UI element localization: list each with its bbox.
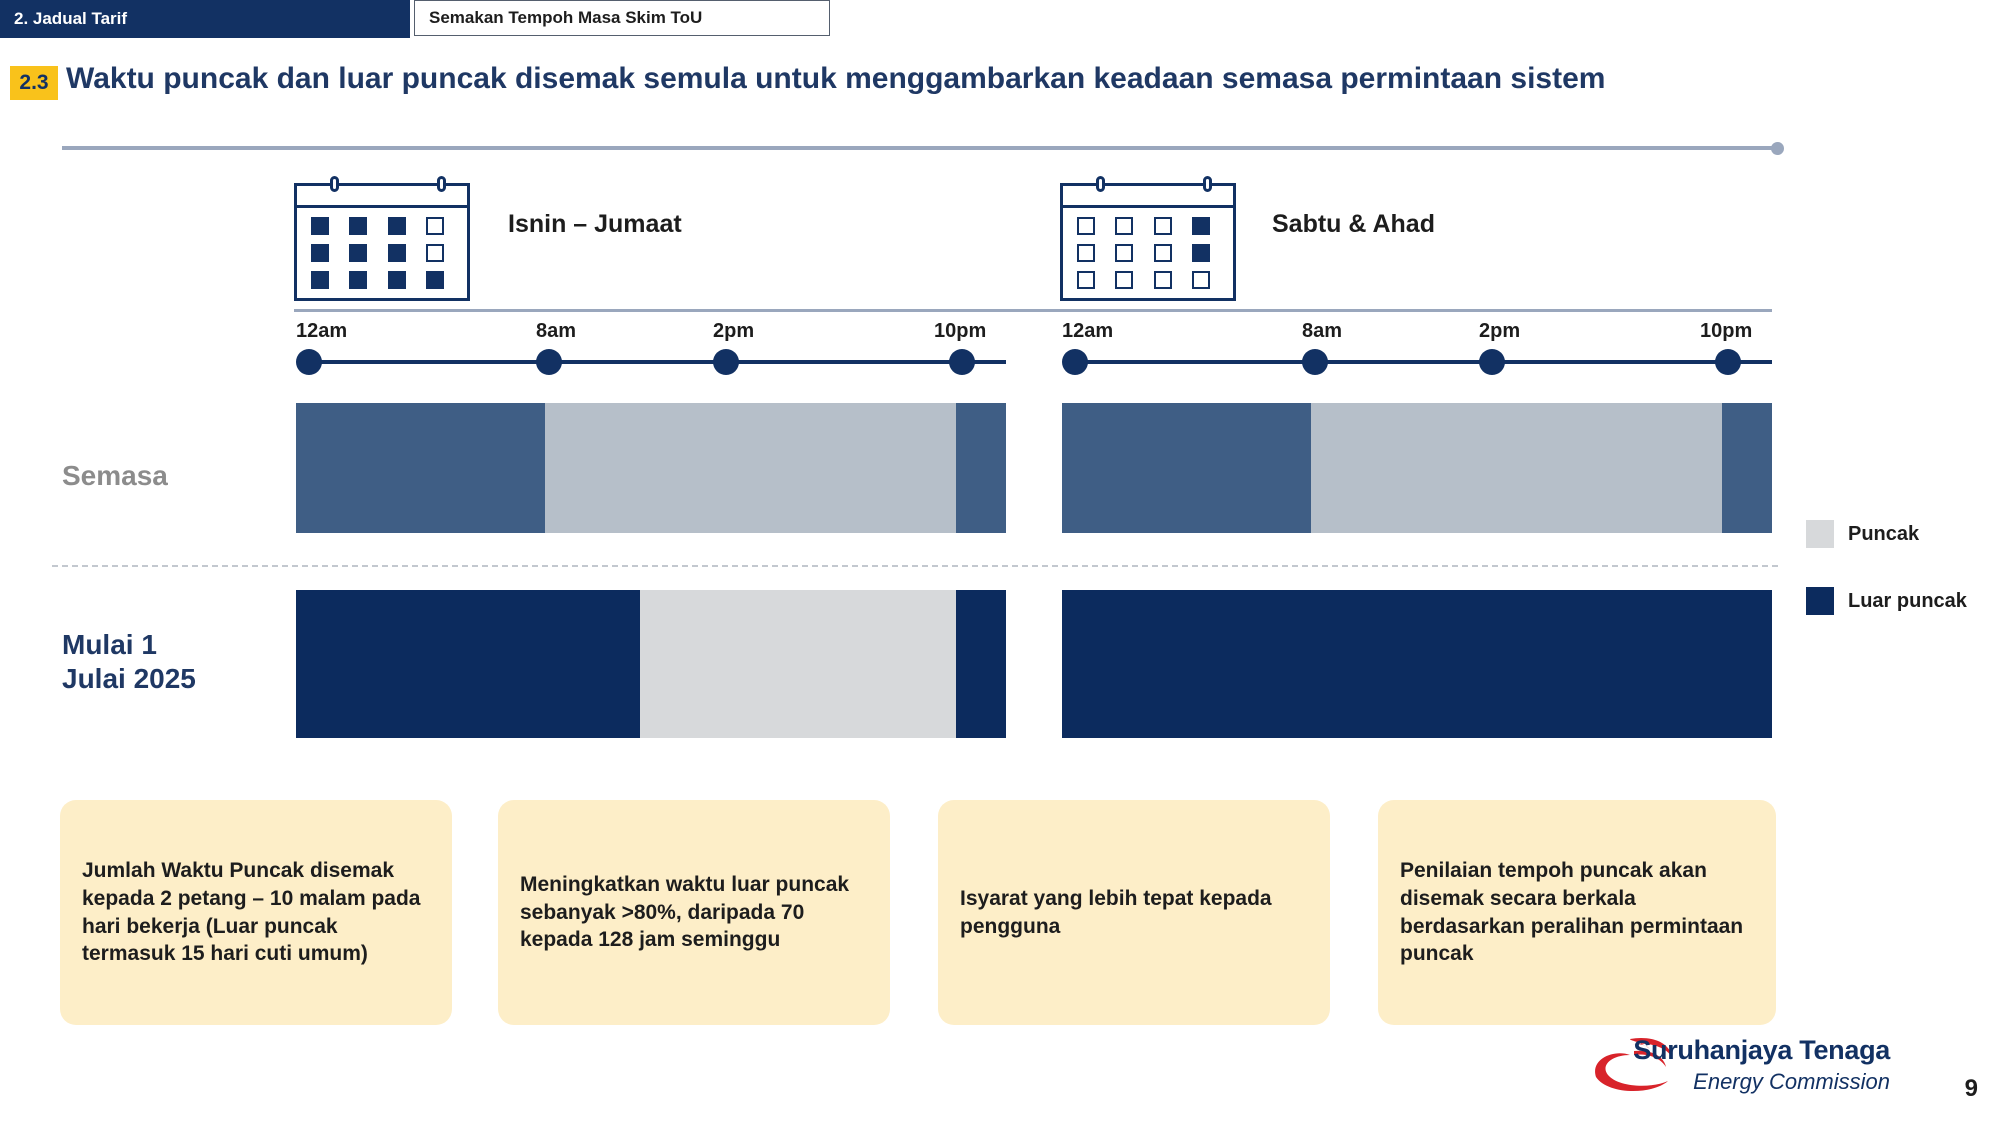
- calendar-ring-icon: [437, 176, 446, 192]
- bar-segment-offpeak: [956, 590, 1006, 738]
- bar-new-weekend: [1062, 590, 1772, 738]
- calendar-day-filled: [1192, 217, 1210, 235]
- calendar-ring-icon: [1203, 176, 1212, 192]
- calendar-day-empty: [1154, 244, 1172, 262]
- calendar-day-empty: [1154, 271, 1172, 289]
- calendar-grid: [1063, 208, 1233, 300]
- tab-jadual-tarif[interactable]: [0, 0, 410, 38]
- calendar-day-empty: [426, 244, 444, 262]
- calendar-weekday-label: Isnin – Jumaat: [508, 210, 682, 238]
- row-label-line2: Julai 2025: [62, 662, 196, 694]
- organization-subtitle: Energy Commission: [1693, 1069, 1890, 1094]
- callout-card-1: [60, 800, 452, 1025]
- calendar-day-filled: [349, 244, 367, 262]
- timeline-weekend: [1062, 320, 1772, 380]
- calendar-day-filled: [311, 271, 329, 289]
- page-number: 9: [1964, 1075, 1978, 1102]
- section-number: 2.3: [19, 71, 49, 94]
- bar-segment-offpeak: [1062, 403, 1311, 533]
- calendar-weekend-label: Sabtu & Ahad: [1272, 210, 1435, 238]
- callout-text: Meningkatkan waktu luar puncak sebanyak >80%, daripada 70 kepada 128 jam seminggu: [520, 872, 850, 952]
- calendar-day-filled: [426, 271, 444, 289]
- timeline-dot: [949, 349, 975, 375]
- calendar-day-filled: [349, 217, 367, 235]
- calendar-day-empty: [1154, 217, 1172, 235]
- calendar-day-empty: [1077, 271, 1095, 289]
- tab-semakan-tempoh-masa-skim-tou[interactable]: [414, 0, 830, 36]
- calendar-day-filled: [388, 271, 406, 289]
- timeline-tick-label: 10pm: [934, 320, 987, 342]
- timeline-tick-label: 2pm: [713, 320, 755, 342]
- row-label-line1: Mulai 1: [62, 629, 157, 660]
- title-divider: [62, 146, 1778, 150]
- bar-segment-offpeak: [296, 403, 545, 533]
- bar-segment-offpeak: [1062, 590, 1772, 738]
- calendar-day-filled: [311, 217, 329, 235]
- calendar-day-filled: [388, 244, 406, 262]
- callout-card-4: [1378, 800, 1776, 1025]
- bar-segment-offpeak: [1722, 403, 1772, 533]
- row-separator: [52, 565, 1778, 567]
- callout-card-3: [938, 800, 1330, 1025]
- legend-item-peak: [1806, 520, 1919, 548]
- calendar-day-filled: [388, 217, 406, 235]
- calendar-day-filled: [311, 244, 329, 262]
- timeline-divider: [294, 309, 1772, 312]
- calendar-day-empty: [1077, 244, 1095, 262]
- calendar-day-empty: [426, 217, 444, 235]
- timeline-dot: [1715, 349, 1741, 375]
- timeline-dot: [1479, 349, 1505, 375]
- legend-item-offpeak: [1806, 587, 1967, 615]
- bar-current-weekday: [296, 403, 1006, 533]
- page-title: Waktu puncak dan luar puncak disemak semula untuk menggambarkan keadaan semasa permintaan sistem: [66, 62, 1606, 95]
- timeline-axis: [1072, 360, 1772, 364]
- calendar-ring-icon: [1096, 176, 1105, 192]
- timeline-dot: [296, 349, 322, 375]
- callout-text: Jumlah Waktu Puncak disemak kepada 2 petang – 10 malam pada hari bekerja (Luar puncak termasuk 15 hari cuti umum): [82, 859, 421, 966]
- tab-bar: [0, 0, 2000, 38]
- calendar-day-empty: [1192, 271, 1210, 289]
- legend-swatch-peak: [1806, 520, 1834, 548]
- calendar-header: [1063, 186, 1233, 208]
- calendar-day-empty: [1077, 217, 1095, 235]
- bar-segment-offpeak: [956, 403, 1006, 533]
- timeline-axis: [306, 360, 1006, 364]
- section-number-badge: [10, 66, 58, 100]
- calendar-ring-icon: [330, 176, 339, 192]
- bar-new-weekday: [296, 590, 1006, 738]
- callout-text: Isyarat yang lebih tepat kepada pengguna: [960, 886, 1272, 938]
- calendar-weekend-icon: [1060, 183, 1236, 301]
- timeline-tick-label: 12am: [296, 320, 348, 342]
- calendar-header: [297, 186, 467, 208]
- callout-card-2: [498, 800, 890, 1025]
- calendar-day-empty: [1115, 217, 1133, 235]
- timeline-dot: [713, 349, 739, 375]
- row-label-current: Semasa: [62, 460, 168, 491]
- bar-segment-peak: [1311, 403, 1723, 533]
- timeline-tick-label: 12am: [1062, 320, 1114, 342]
- callout-text: Penilaian tempoh puncak akan disemak secara berkala berdasarkan peralihan permintaan puncak: [1400, 859, 1744, 966]
- calendar-weekday-icon: [294, 183, 470, 301]
- calendar-day-filled: [1192, 244, 1210, 262]
- legend-label: Luar puncak: [1848, 589, 1967, 612]
- legend-label: Puncak: [1848, 522, 1920, 545]
- organization-name: Suruhanjaya Tenaga: [1633, 1035, 1890, 1065]
- bar-segment-peak: [545, 403, 957, 533]
- timeline-tick-label: 8am: [536, 320, 577, 342]
- row-label-from-date: [62, 628, 196, 695]
- tab-label: Semakan Tempoh Masa Skim ToU: [429, 8, 703, 27]
- calendar-day-empty: [1115, 244, 1133, 262]
- calendar-day-filled: [349, 271, 367, 289]
- timeline-dot: [1302, 349, 1328, 375]
- timeline-tick-label: 2pm: [1479, 320, 1521, 342]
- calendar-grid: [297, 208, 467, 300]
- timeline-tick-label: 10pm: [1700, 320, 1753, 342]
- timeline-tick-label: 8am: [1302, 320, 1343, 342]
- timeline-weekday: [296, 320, 1006, 380]
- timeline-dot: [536, 349, 562, 375]
- organization-logo: [1590, 1029, 1890, 1103]
- legend-swatch-offpeak: [1806, 587, 1834, 615]
- bar-segment-peak: [640, 590, 956, 738]
- timeline-dot: [1062, 349, 1088, 375]
- tab-label: 2. Jadual Tarif: [14, 9, 128, 28]
- calendar-day-empty: [1115, 271, 1133, 289]
- bar-segment-offpeak: [296, 590, 640, 738]
- bar-current-weekend: [1062, 403, 1772, 533]
